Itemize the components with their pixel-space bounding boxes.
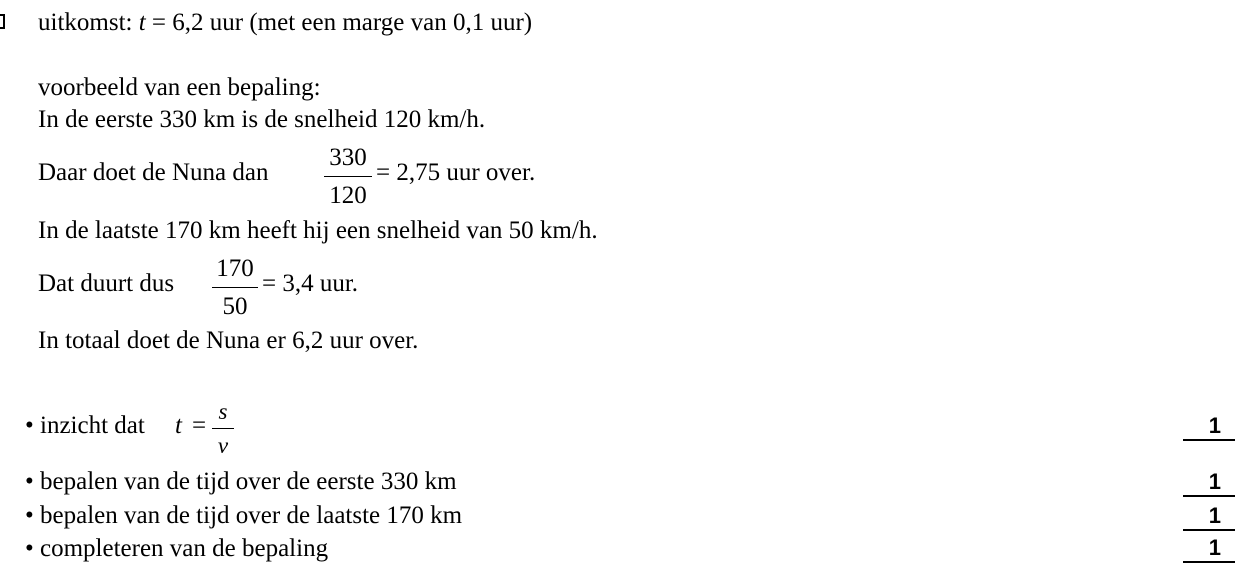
fraction-330-120 [324,145,372,208]
example-line-3: In de laatste 170 km heeft hij een snelheid van 50 km/h. [38,217,598,244]
example-heading: voorbeeld van een bepaling: [38,74,321,101]
fraction-bar [212,428,234,429]
example-line-5: In totaal doet de Nuna er 6,2 uur over. [38,327,419,354]
criterion-3-points: 1 [1183,505,1235,531]
fraction-s-over-v [212,400,234,457]
fraction-numerator: 170 [216,255,254,282]
criterion-4-points: 1 [1183,537,1235,563]
fraction-numerator: 330 [329,144,367,171]
fraction-denominator: 120 [329,182,367,209]
criterion-4-text: • completeren van de bepaling [25,535,329,562]
criterion-1-points: 1 [1183,415,1235,441]
answer-line [38,10,532,35]
fraction-bar [212,287,258,288]
criterion-3-text: • bepalen van de tijd over de laatste 170 km [25,502,463,529]
fraction-denominator: v [217,433,229,458]
fraction-170-50 [212,256,258,319]
answer-checkbox [0,14,5,29]
example-line-4-result: = 3,4 uur. [262,270,359,297]
formula-variable-t: t [175,412,182,439]
example-line-2-result: = 2,75 uur over. [376,159,536,186]
answer-value: = 6,2 uur (met een marge van 0,1 uur) [151,9,533,36]
formula-equals: = [192,412,207,439]
criterion-1-text: • inzicht dat [25,412,145,439]
fraction-numerator: s [218,399,228,424]
answer-label: uitkomst: [38,9,133,36]
criterion-2-text: • bepalen van de tijd over de eerste 330 km [25,468,457,495]
answer-variable: t [138,9,146,36]
example-line-1: In de eerste 330 km is de snelheid 120 km/h. [38,106,486,133]
fraction-bar [324,176,372,177]
criterion-2-points: 1 [1183,471,1235,497]
example-line-4-text: Dat duurt dus [38,270,175,297]
fraction-denominator: 50 [222,293,248,320]
example-line-2-text: Daar doet de Nuna dan [38,159,269,186]
